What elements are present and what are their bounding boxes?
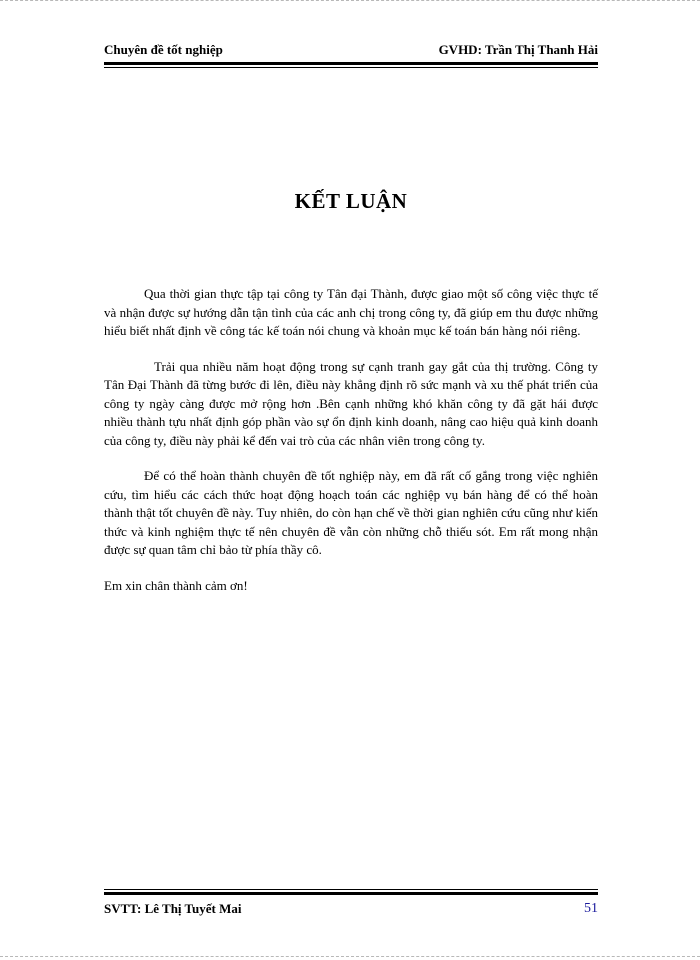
page-header <box>104 40 598 60</box>
page-bottom-edge <box>0 956 700 957</box>
paragraph: Trải qua nhiều năm hoạt động trong sự cạnh tranh gay gắt của thị trường. Công ty Tân Đại Thành đã từng bước đi lên, điều này khẳng định rõ sức mạnh và xu thế phát triển của công ty ngày càng được mở rộng hơn .Bên cạnh những khó khăn công ty đã gặt hái được nhiều thành tựu nhất định góp phần vào sự ổn định kinh doanh, nâng cao hiệu quả kinh doanh của công ty, điều này phải kể đến vai trò của các nhân viên trong công ty. <box>104 358 598 448</box>
footer-rule-thick <box>104 892 598 895</box>
footer-rule-thin <box>104 889 598 890</box>
header-title: Chuyên đề tốt nghiệp <box>104 42 223 57</box>
page-title: KẾT LUẬN <box>294 189 408 213</box>
header-rule-thick <box>104 62 598 65</box>
header-rule-thin <box>104 67 598 68</box>
body-text <box>104 285 598 612</box>
paragraph: Để có thể hoàn thành chuyên đề tốt nghiệp này, em đã rất cố gắng trong việc nghiên cứu, tìm hiểu các cách thức hoạt động hoạch toán các nghiệp vụ bán hàng để có thể hoàn thành thật tốt chuyên đề này. Tuy nhiên, do còn hạn chế về thời gian nghiên cứu cũng như kiến thức và kinh nghiệm thực tế nên chuyên đề vẫn còn những chỗ thiếu sót. Em rất mong nhận được sự quan tâm chỉ bảo từ phía thầy cô. <box>104 468 598 557</box>
header-advisor: GVHD: Trần Thị Thanh Hải <box>438 42 598 57</box>
closing-line: Em xin chân thành cảm ơn! <box>104 577 248 593</box>
paragraph: Qua thời gian thực tập tại công ty Tân đại Thành, được giao một số công việc thực tế và nhận được sự hướng dẫn tận tình của các anh chị trong công ty, đã giúp em thu được những hiểu biết nhất định về công tác kế toán nói chung và khoản mục kế toán bán hàng nói riêng. <box>104 286 598 338</box>
page-top-edge <box>0 0 700 1</box>
footer-student: SVTT: Lê Thị Tuyết Mai <box>104 901 242 916</box>
page-footer <box>104 898 598 920</box>
page-number: 51 <box>584 901 598 916</box>
